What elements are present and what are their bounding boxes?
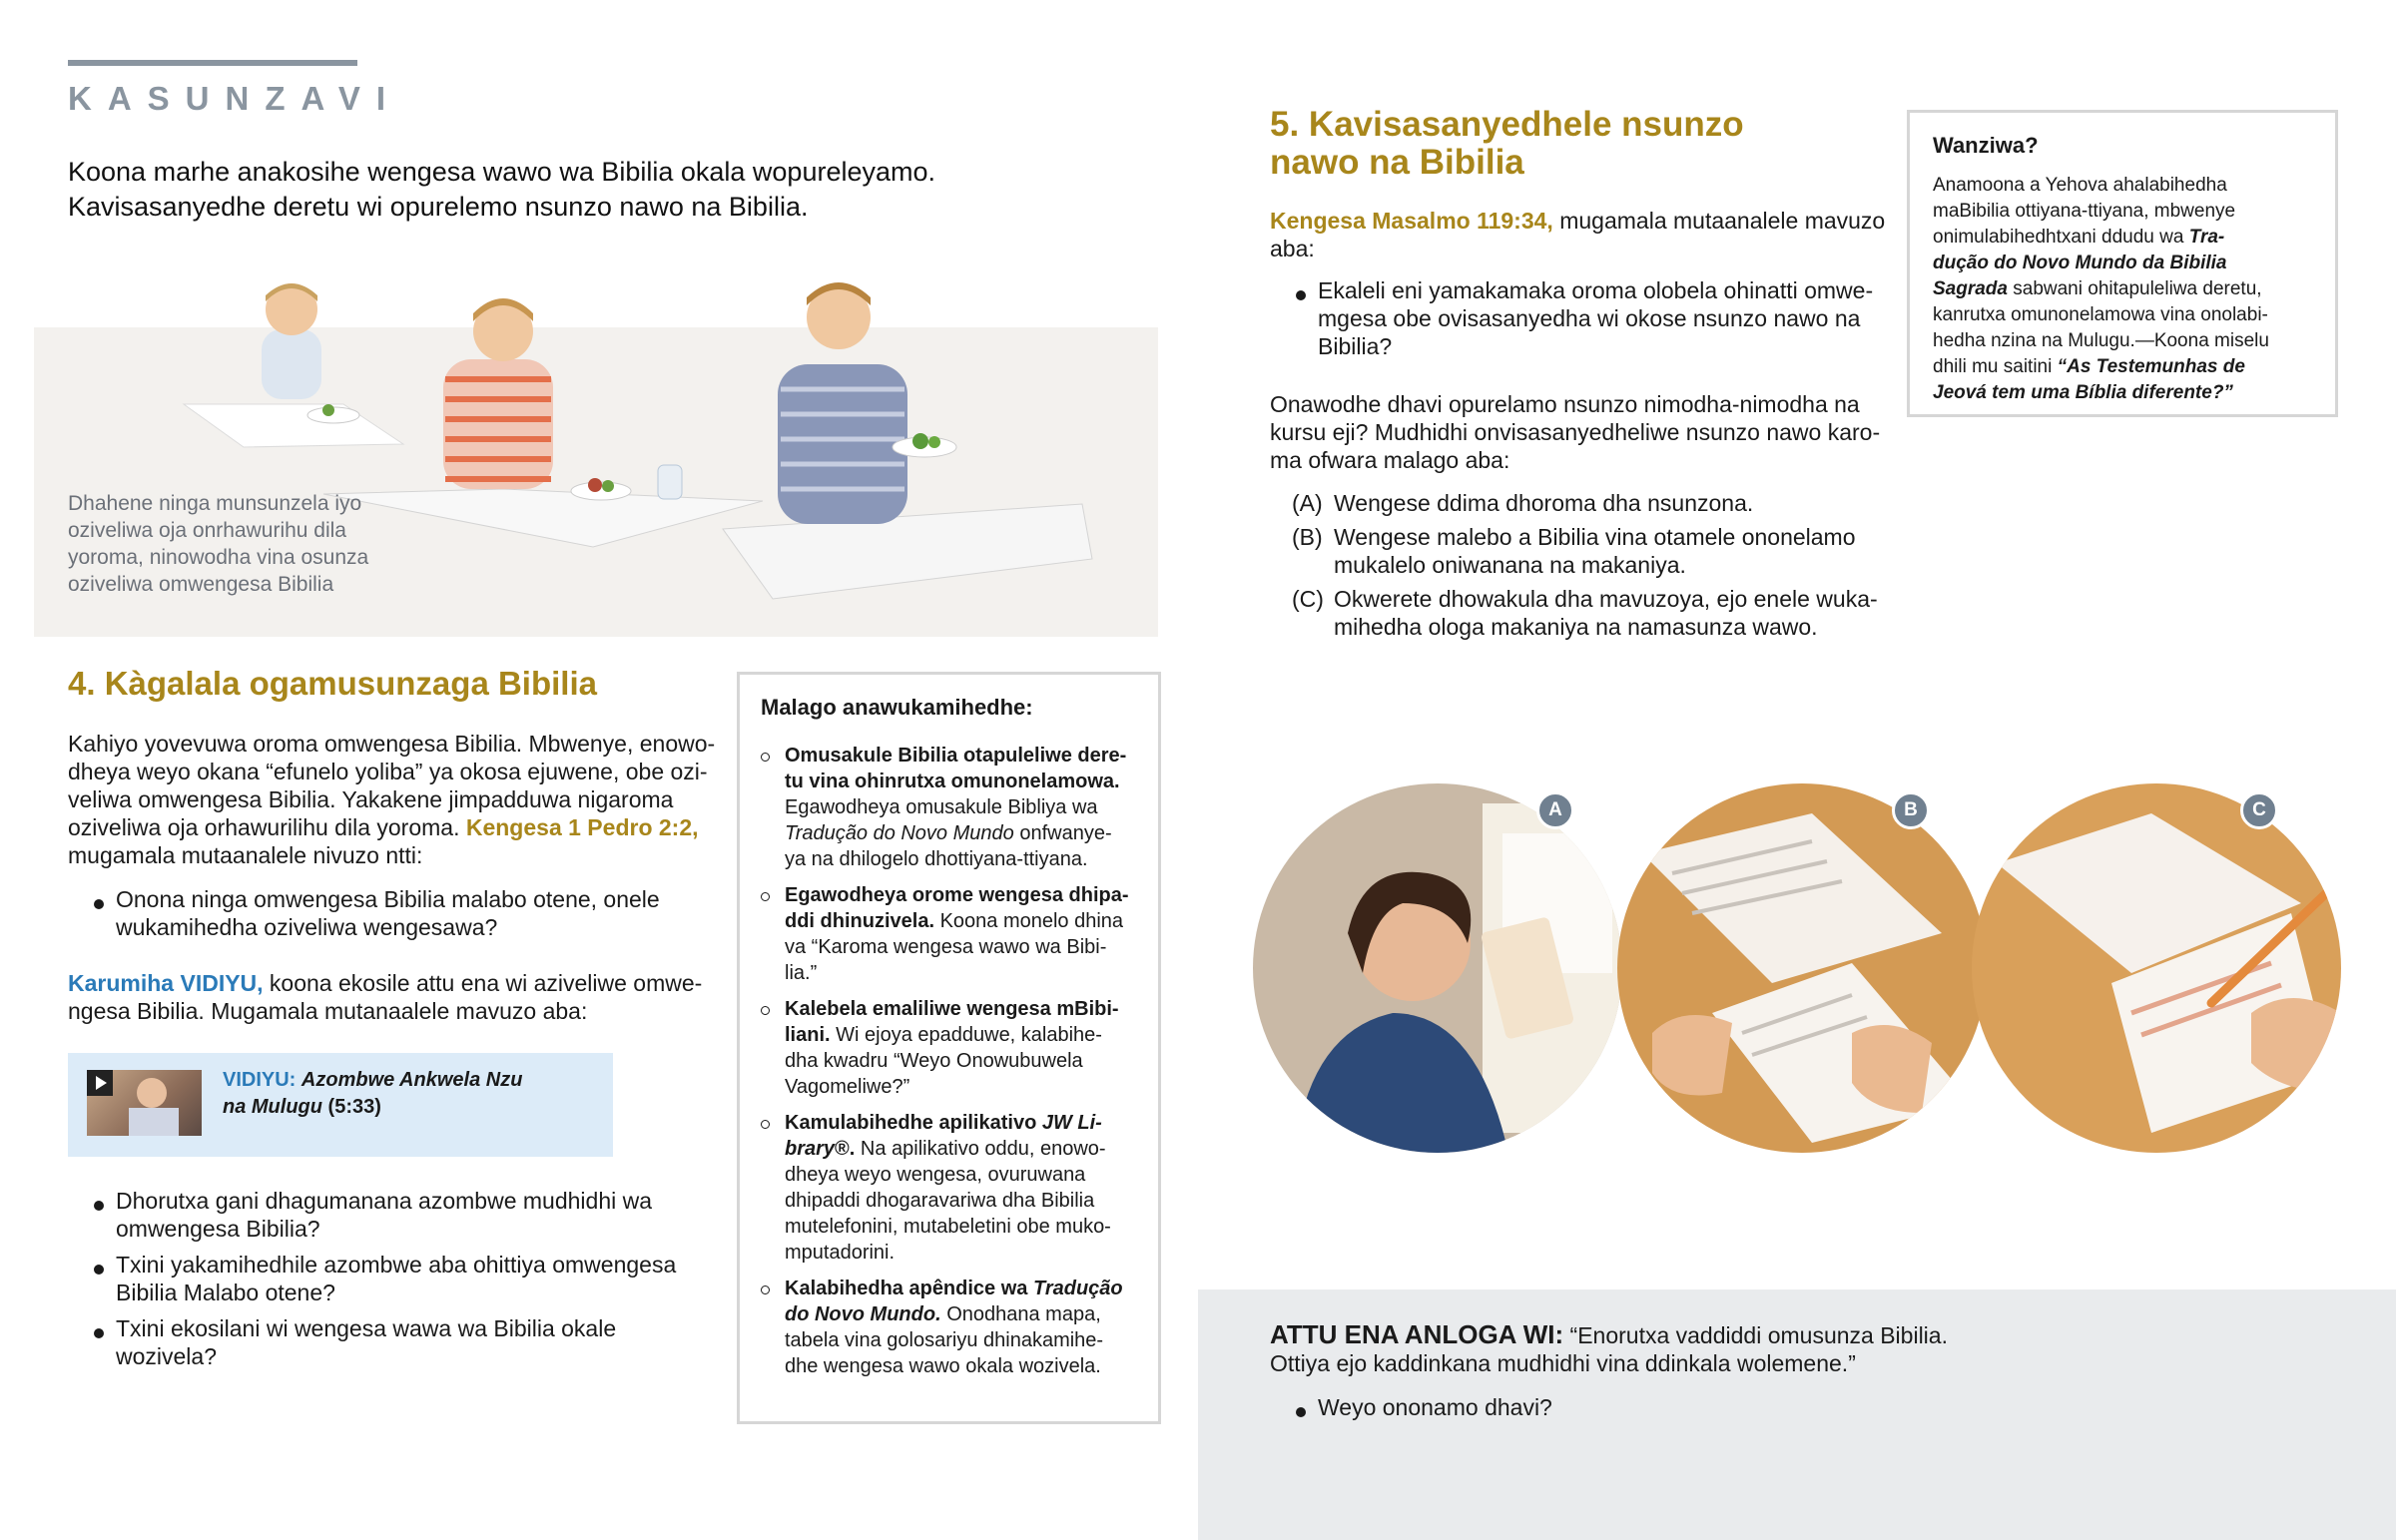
tip-item: Kamulabihedhe apilikativo JW Li- brary®. Na apilikativo oddu, enowo- dheya weyo wengesa, ovuruwana dhipaddi dhogaravariwa dha Bibilia mutelefonini, mutabeletini obe muko- mputadorini. — [761, 1110, 1140, 1266]
wanziwa-title: Wanziwa? — [1933, 133, 2039, 158]
question-item: Dhorutxa gani dhagumanana azombwe mudhidhi wa omwengesa Bibilia? — [68, 1187, 717, 1243]
video-title: VIDIYU: Azombwe Ankwela Nzu na Mulugu (5:33) — [223, 1069, 523, 1118]
circle-a-girl-reading-phone — [1253, 773, 1632, 1173]
quote-label: ATTU ENA ANLOGA WI: — [1270, 1319, 1564, 1349]
question-item: Onona ninga omwengesa Bibilia malabo otene, onele wukamihedha oziveliwa wengesawa? — [68, 885, 717, 941]
table-2 — [323, 489, 763, 547]
video-thumbnail[interactable] — [87, 1070, 202, 1136]
section-4-title: 4. Kàgalala ogamusunzaga Bibilia — [68, 665, 597, 702]
tips-box — [737, 672, 1161, 1424]
circle-b-open-book-reading — [1612, 773, 1992, 1173]
circle-c-writing-notes — [1967, 773, 2346, 1173]
tip-item: Egawodheya orome wengesa dhipa- ddi dhinuzivela. Koona monelo dhina va “Karoma wengesa wawo wa Bibi- lia.” — [761, 882, 1140, 986]
table-3 — [723, 504, 1092, 599]
question-item: Ekaleli eni yamakamaka oroma olobela ohinatti omwe- mgesa obe ovisasanyedha wi okose nsunzo nawo na Bibilia? — [1270, 276, 1889, 360]
boy-2 — [443, 298, 682, 500]
section-5-intro: Kengesa Masalmo 119:34, mugamala mutaanalele mavuzo aba: — [1270, 208, 1886, 261]
tip-item: Omusakule Bibilia otapuleliwe dere- tu vina ohinrutxa omunonelamowa. Egawodheya omusakule Bibliya wa Tradução do Novo Mundo onfwanye- ya na dhilogelo dhottiyana-ttiyana. — [761, 743, 1140, 872]
reading-steps-illustrations — [1253, 773, 2351, 1173]
tip-item: Kalabihedha apêndice wa Tradução do Novo Mundo. Onodhana mapa, tabela vina golosariyu dhinakamihe- dhe wengesa wawo okala wozivela. — [761, 1276, 1140, 1379]
bottom-quote: ATTU ENA ANLOGA WI: “Enorutxa vaddiddi omusunza Bibilia. Ottiya ejo kaddinkana mudhidhi vina ddinkala wolemene.” — [1270, 1319, 1948, 1376]
circle-label-c: C — [2240, 791, 2278, 829]
play-icon[interactable] — [87, 1070, 113, 1096]
section-4-paragraph: Kahiyo yovevuwa oroma omwengesa Bibilia. Mbwenye, enowo- dheya weyo okana “efunelo yoliba” ya okosa ejuwene, obe ozi- veliwa omwengesa Bibilia. Yakakene jimpadduwa nigaroma oziveliwa oja orhawurilihu dila yoroma. Kengesa 1 Pedro 2:2, mugamala mutaanalele nivuzo ntti: — [68, 731, 716, 868]
option-item: (C) Okwerete dhowakula dha mavuzoya, ejo enele wuka- mihedha ologa makaniya na namasunza wawo. — [1292, 586, 1878, 640]
boy-3 — [778, 282, 956, 524]
circle-label-b: B — [1892, 791, 1930, 829]
section-4-question-list-2 — [68, 1187, 717, 1370]
kicker-rule — [68, 60, 357, 66]
website-article-link[interactable]: “As Testemunhas de — [2057, 356, 2245, 377]
section-4-question-list-1 — [68, 885, 717, 941]
video-paragraph: Karumiha VIDIYU, koona ekosile attu ena wi aziveliwe omwe- ngesa Bibilia. Mugamala mutanaalele mavuzo aba: — [68, 970, 703, 1024]
section-5-options — [1270, 489, 1909, 647]
question-item: Txini ekosilani wi wengesa wawa wa Bibilia okale wozivela? — [68, 1314, 717, 1370]
boy-1 — [262, 283, 359, 423]
scripture-link-masalmo[interactable]: Kengesa Masalmo 119:34, — [1270, 208, 1553, 234]
bottom-question-list — [1270, 1393, 1969, 1421]
circle-label-a: A — [1536, 791, 1574, 829]
table-1 — [184, 404, 403, 447]
tips-list — [761, 743, 1140, 1379]
option-item: (A) Wengese ddima dhoroma dha nsunzona. — [1292, 490, 1754, 516]
question-item: Txini yakamihedhile azombwe aba ohittiya omwengesa Bibilia Malabo otene? — [68, 1251, 717, 1306]
page-kicker: KASUNZAVI — [68, 80, 402, 117]
tips-box-title: Malago anawukamihedhe: — [761, 695, 1033, 720]
wanziwa-box: Wanziwa? Anamoona a Yehova ahalabihedha maBibilia ottiyana-ttiyana, mbwenye onimulabihedhtxani ddudu wa Tra- dução do Novo Mundo da Bibilia Sagrada sabwani ohitapuleliwa deretu, kanrutxa omunonelamowa vina onolabi- hedha nzina na Mulugu.—Koona miselu dhili mu saitini “As Testemunhas de Jeová tem uma Bíblia diferente?” — [1907, 110, 2338, 417]
option-item: (B) Wengese malebo a Bibilia vina otamele ononelamo mukalelo oniwanana na makaniya. — [1292, 524, 1856, 578]
section-5-paragraph: Onawodhe dhavi opurelamo nsunzo nimodha-nimodha na kursu eji? Mudhidhi onvisasanyedheliwe nsunzo nawo karo- ma ofwara malago aba: — [1270, 391, 1881, 473]
intro-text: Koona marhe anakosihe wengesa wawo wa Bibilia okala wopureleyamo. Kavisasanyedhe deretu wi opurelemo nsunzo nawo na Bibilia. — [68, 157, 936, 222]
question-item: Weyo ononamo dhavi? — [1270, 1393, 1969, 1421]
section-5-title: 5. Kavisasanyedhele nsunzo nawo na Bibilia — [1270, 105, 1744, 182]
scripture-link-1-pedro[interactable]: Kengesa 1 Pedro 2:2, — [465, 814, 699, 840]
girl-reading-thumbnail-figure — [137, 1078, 167, 1108]
illustration-caption: Dhahene ninga munsunzela iyo oziveliwa oja onrhawurihu dila yoroma, ninowodha vina osunza oziveliwa omwengesa Bibilia — [68, 492, 369, 596]
video-link[interactable]: Karumiha VIDIYU, — [68, 970, 264, 996]
tip-item: Kalebela emaliliwe wengesa mBibi- liani. Wi ejoya epadduwe, kalabihe- dha kwadru “Weyo Onowubuwela Vagomeliwe?” — [761, 996, 1140, 1100]
video-card[interactable] — [68, 1053, 613, 1157]
section-5-bullet-list — [1270, 276, 1889, 360]
